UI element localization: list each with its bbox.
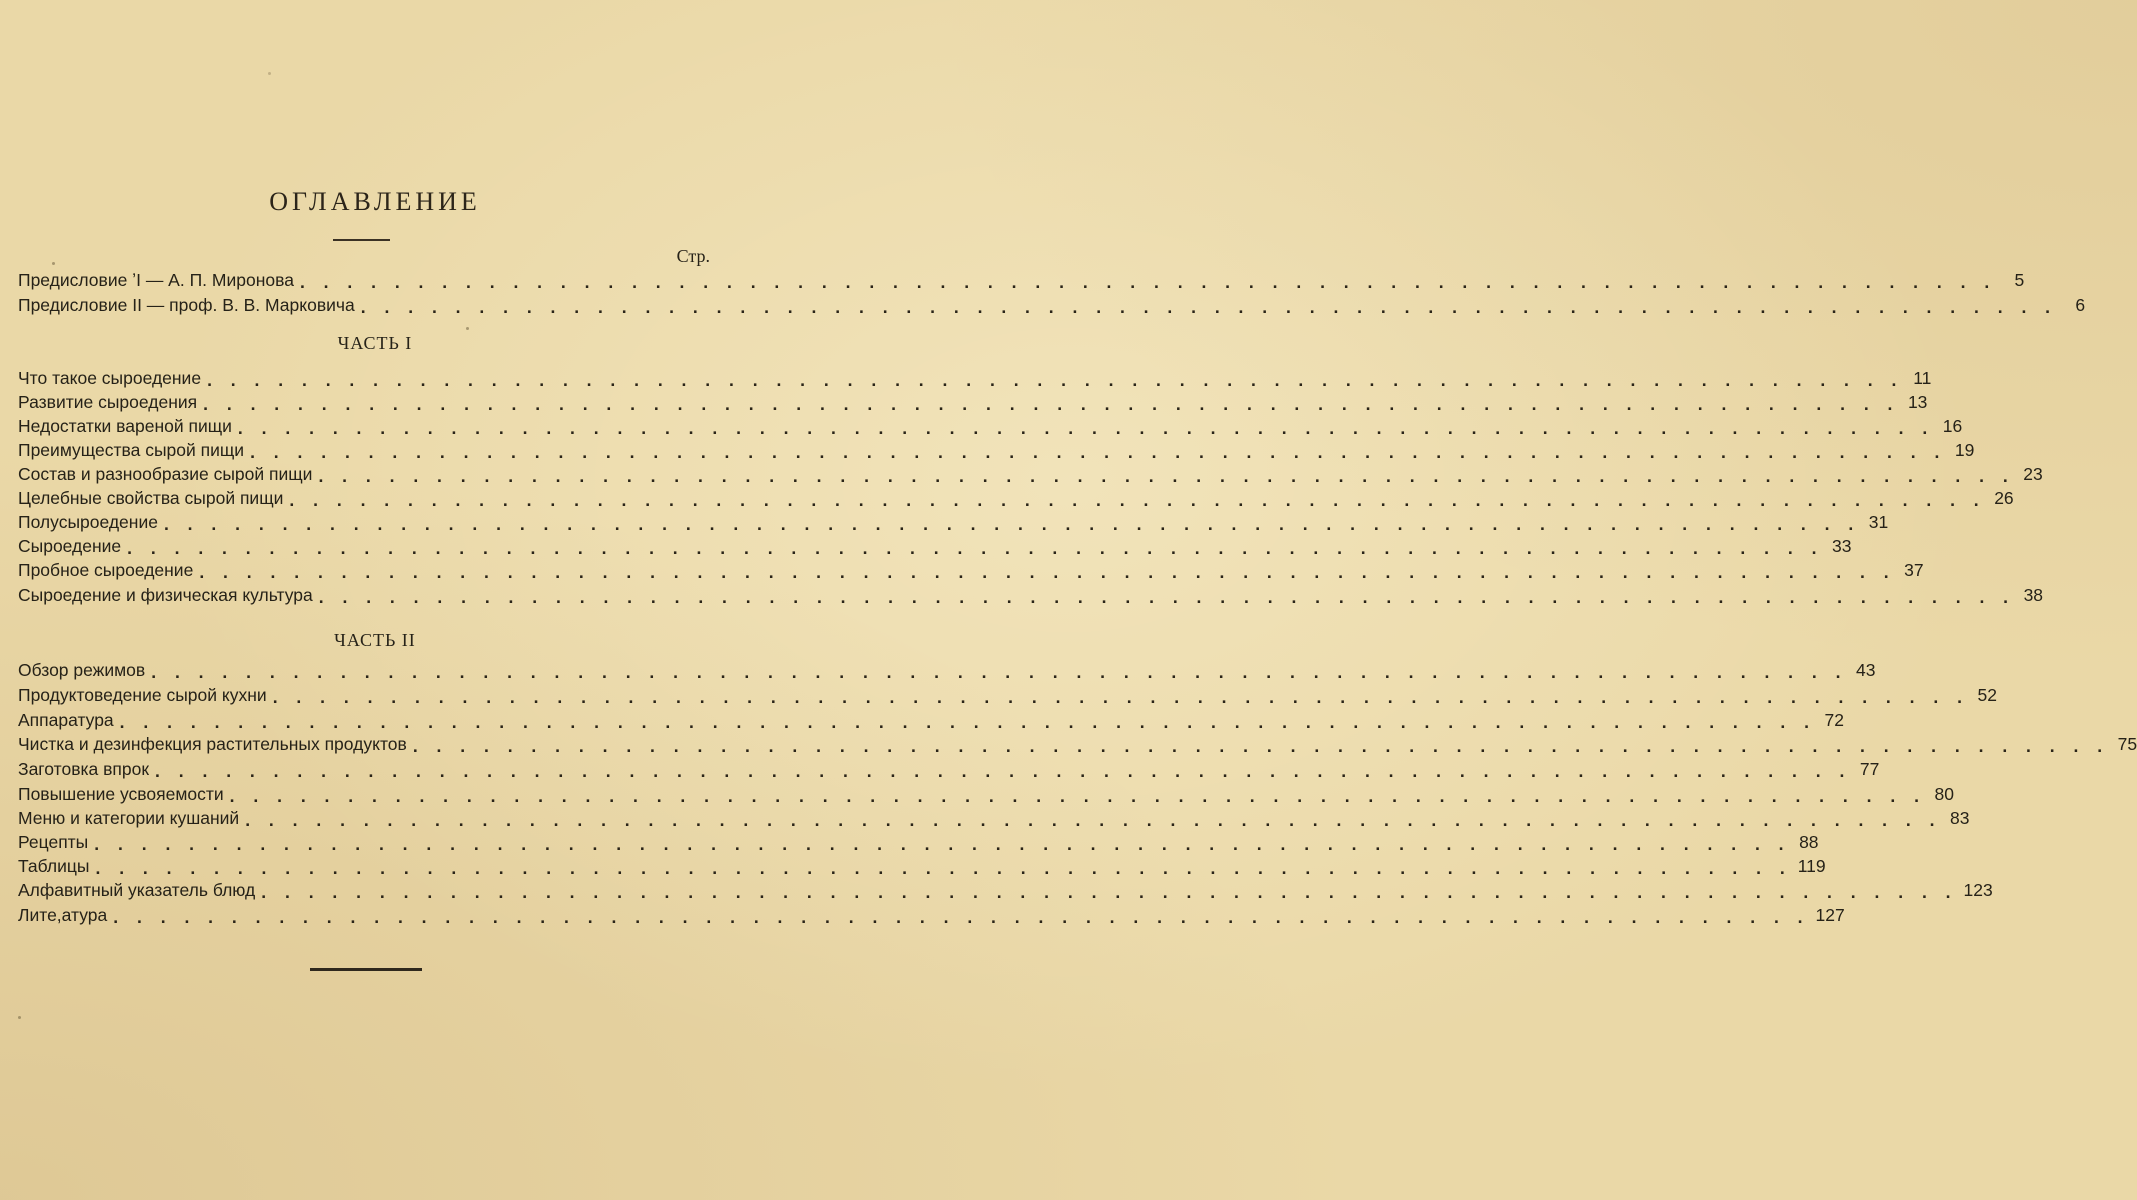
toc-entry-page: 13 xyxy=(1907,392,1928,412)
toc-entry-page: 16 xyxy=(1942,416,1963,436)
toc-leader: . . . . . . . . . . . . . . . . . . . . . . . . . . . . . . . . . . . . . . . . . . . . . . . . . . . . . . . . . . . . . . . . . . . . . . . . xyxy=(119,711,1816,732)
toc-entry-label: Предисловие II — проф. В. В. Марковича xyxy=(18,295,355,315)
toc-entry[interactable] xyxy=(18,392,1928,416)
toc-entry-page: 52 xyxy=(1977,685,1997,705)
toc-entry-page: 75 xyxy=(2117,734,2137,754)
toc-entry-label: Предисловие ʼI — А. П. Миронова xyxy=(18,270,294,290)
toc-entry[interactable] xyxy=(18,832,1819,856)
toc-entry-label: Сыроедение xyxy=(18,536,122,556)
toc-entry-page: 127 xyxy=(1815,905,1845,925)
toc-leader: . . . . . . . . . . . . . . . . . . . . . . . . . . . . . . . . . . . . . . . . . . . . . . . . . . . . . . . . . . . . . . . . . . . . . . . . xyxy=(261,881,1958,902)
toc-entry[interactable] xyxy=(18,512,1889,536)
paper-speck xyxy=(268,72,271,75)
toc-entry[interactable] xyxy=(18,710,1844,734)
toc-entry[interactable] xyxy=(18,440,1975,464)
toc-entry-page: 5 xyxy=(2014,270,2025,290)
toc-entry[interactable] xyxy=(18,808,1970,832)
toc-leader: . . . . . . . . . . . . . . . . . . . . . . . . . . . . . . . . . . . . . . . . . . . . . . . . . . . . . . . . . . . . . . . . . . . . . . . . xyxy=(250,441,1947,462)
toc-leader: . . . . . . . . . . . . . . . . . . . . . . . . . . . . . . . . . . . . . . . . . . . . . . . . . . . . . . . . . . . . . . . . . . . . . . . . xyxy=(203,393,1900,414)
toc-entry-label: Меню и категории кушаний xyxy=(18,808,240,828)
toc-entry-page: 88 xyxy=(1799,832,1819,852)
toc-leader: . . . . . . . . . . . . . . . . . . . . . . . . . . . . . . . . . . . . . . . . . . . . . . . . . . . . . . . . . . . . . . . . . . . . . . . . xyxy=(94,833,1791,854)
toc-entry-label: Лите,атура xyxy=(18,905,108,925)
toc-entry-label: Состав и разнообразие сырой пищи xyxy=(18,464,313,484)
toc-leader: . . . . . . . . . . . . . . . . . . . . . . . . . . . . . . . . . . . . . . . . . . . . . . . . . . . . . . . . . . . . . . . . . . . . . . . . xyxy=(199,561,1896,582)
toc-entry-page: 23 xyxy=(2023,464,2043,484)
toc-leader: . . . . . . . . . . . . . . . . . . . . . . . . . . . . . . . . . . . . . . . . . . . . . . . . . . . . . . . . . . . . . . . . . . . . . . . . xyxy=(95,857,1792,878)
toc-entry-label: Преимущества сырой пищи xyxy=(18,440,245,460)
toc-entry-preface-2[interactable] xyxy=(18,295,2086,319)
toc-leader: . . . . . . . . . . . . . . . . . . . . . . . . . . . . . . . . . . . . . . . . . . . . . . . . . . . . . . . . . . . . . . . . . . . . . . . . xyxy=(360,296,2058,317)
toc-leader: . . . . . . . . . . . . . . . . . . . . . . . . . . . . . . . . . . . . . . . . . . . . . . . . . . . . . . . . . . . . . . . . . . . . . . . . xyxy=(412,735,2110,756)
toc-leader: . . . . . . . . . . . . . . . . . . . . . . . . . . . . . . . . . . . . . . . . . . . . . . . . . . . . . . . . . . . . . . . . . . . . . . . . xyxy=(318,465,2015,486)
end-rule xyxy=(310,968,422,971)
page-title: ОГЛАВЛЕНИЕ xyxy=(269,187,481,216)
toc-entry-label: Заготовка впрок xyxy=(18,759,150,779)
title-underline xyxy=(333,239,390,241)
toc-entry-label: Рецепты xyxy=(18,832,89,852)
toc-leader: . . . . . . . . . . . . . . . . . . . . . . . . . . . . . . . . . . . . . . . . . . . . . . . . . . . . . . . . . . . . . . . . . . . . . . . . xyxy=(272,686,1969,707)
paper-speck xyxy=(466,327,469,330)
toc-entry-label: Обзор режимов xyxy=(18,660,146,680)
toc-entry-page: 31 xyxy=(1868,512,1889,532)
toc-entry-page: 72 xyxy=(1824,710,1844,730)
toc-leader: . . . . . . . . . . . . . . . . . . . . . . . . . . . . . . . . . . . . . . . . . . . . . . . . . . . . . . . . . . . . . . . . . . . . . . . . xyxy=(318,586,2016,607)
toc-entry-page: 77 xyxy=(1859,759,1880,779)
toc-entry-page: 119 xyxy=(1797,856,1826,876)
toc-entry-page: 11 xyxy=(1913,368,1932,388)
toc-entry[interactable] xyxy=(18,368,1932,392)
toc-entry-label: Аппаратура xyxy=(18,710,114,730)
toc-entry[interactable] xyxy=(18,880,1993,904)
toc-entry-label: Повышение усвояемости xyxy=(18,784,224,804)
toc-entry-page: 83 xyxy=(1950,808,1970,828)
toc-entry-page: 123 xyxy=(1963,880,1993,900)
toc-entry-label: Недостатки вареной пищи xyxy=(18,416,232,436)
toc-entry-label: Чистка и дезинфекция растительных продуктов xyxy=(18,734,407,754)
paper-speck xyxy=(52,262,55,265)
toc-leader: . . . . . . . . . . . . . . . . . . . . . . . . . . . . . . . . . . . . . . . . . . . . . . . . . . . . . . . . . . . . . . . . . . . . . . . . xyxy=(113,906,1810,927)
toc-leader: . . . . . . . . . . . . . . . . . . . . . . . . . . . . . . . . . . . . . . . . . . . . . . . . . . . . . . . . . . . . . . . . . . . . . . . . xyxy=(127,537,1824,558)
toc-entry[interactable] xyxy=(18,660,1876,684)
toc-entry[interactable] xyxy=(18,464,2043,488)
section-heading-part-2: ЧАСТЬ II xyxy=(334,630,416,650)
toc-entry-page: 38 xyxy=(2023,585,2044,605)
page-column-label: Стр. xyxy=(676,246,710,266)
toc-entry-label: Таблицы xyxy=(18,856,90,876)
toc-entry[interactable] xyxy=(18,416,1963,440)
toc-leader: . . . . . . . . . . . . . . . . . . . . . . . . . . . . . . . . . . . . . . . . . . . . . . . . . . . . . . . . . . . . . . . . . . . . . . . . xyxy=(155,760,1852,781)
toc-leader: . . . . . . . . . . . . . . . . . . . . . . . . . . . . . . . . . . . . . . . . . . . . . . . . . . . . . . . . . . . . . . . . . . . . . . . . xyxy=(207,369,1904,390)
toc-entry-page: 26 xyxy=(1994,488,2014,508)
toc-entry-label: Развитие сыроедения xyxy=(18,392,198,412)
toc-entry-label: Что такое сыроедение xyxy=(18,368,202,388)
toc-entry[interactable] xyxy=(18,759,1880,783)
toc-entry[interactable] xyxy=(18,488,2014,512)
toc-entry-label: Пробное сыроедение xyxy=(18,560,194,580)
toc-leader: . . . . . . . . . . . . . . . . . . . . . . . . . . . . . . . . . . . . . . . . . . . . . . . . . . . . . . . . . . . . . . . . . . . . . . . . xyxy=(245,809,1942,830)
toc-entry-label: Целебные свойства сырой пищи xyxy=(18,488,284,508)
toc-leader: . . . . . . . . . . . . . . . . . . . . . . . . . . . . . . . . . . . . . . . . . . . . . . . . . . . . . . . . . . . . . . . . . . . . . . . . xyxy=(299,271,1997,292)
toc-entry-page: 80 xyxy=(1934,784,1954,804)
toc-entry-label: Продуктоведение сырой кухни xyxy=(18,685,267,705)
toc-entry-page: 6 xyxy=(2075,295,2086,315)
toc-leader: . . . . . . . . . . . . . . . . . . . . . . . . . . . . . . . . . . . . . . . . . . . . . . . . . . . . . . . . . . . . . . . . . . . . . . . . xyxy=(289,489,1986,510)
toc-leader: . . . . . . . . . . . . . . . . . . . . . . . . . . . . . . . . . . . . . . . . . . . . . . . . . . . . . . . . . . . . . . . . . . . . . . . . xyxy=(237,417,1935,438)
toc-entry[interactable] xyxy=(18,734,2137,758)
toc-entry-label: Алфавитный указатель блюд xyxy=(18,880,256,900)
toc-entry-preface-1[interactable] xyxy=(18,270,2025,294)
toc-entry-page: 33 xyxy=(1831,536,1852,556)
toc-entry-label: Полусыроедение xyxy=(18,512,158,532)
toc-entry-label: Сыроедение и физическая культура xyxy=(18,585,313,605)
toc-entry-page: 43 xyxy=(1856,660,1876,680)
toc-leader: . . . . . . . . . . . . . . . . . . . . . . . . . . . . . . . . . . . . . . . . . . . . . . . . . . . . . . . . . . . . . . . . . . . . . . . . xyxy=(163,513,1861,534)
toc-entry[interactable] xyxy=(18,536,1852,560)
toc-leader: . . . . . . . . . . . . . . . . . . . . . . . . . . . . . . . . . . . . . . . . . . . . . . . . . . . . . . . . . . . . . . . . . . . . . . . . xyxy=(151,661,1848,682)
toc-entry-page: 37 xyxy=(1904,560,1924,580)
toc-entry[interactable] xyxy=(18,585,2044,609)
section-heading-part-1: ЧАСТЬ I xyxy=(337,333,413,353)
paper-speck xyxy=(18,1016,21,1019)
toc-entry[interactable] xyxy=(18,905,1845,929)
toc-entry-page: 19 xyxy=(1954,440,1975,460)
toc-entry[interactable] xyxy=(18,560,1924,584)
toc-entry[interactable] xyxy=(18,685,1997,709)
toc-entry[interactable] xyxy=(18,856,1826,880)
toc-leader: . . . . . . . . . . . . . . . . . . . . . . . . . . . . . . . . . . . . . . . . . . . . . . . . . . . . . . . . . . . . . . . . . . . . . . . . xyxy=(229,785,1926,806)
toc-entry[interactable] xyxy=(18,784,1954,808)
